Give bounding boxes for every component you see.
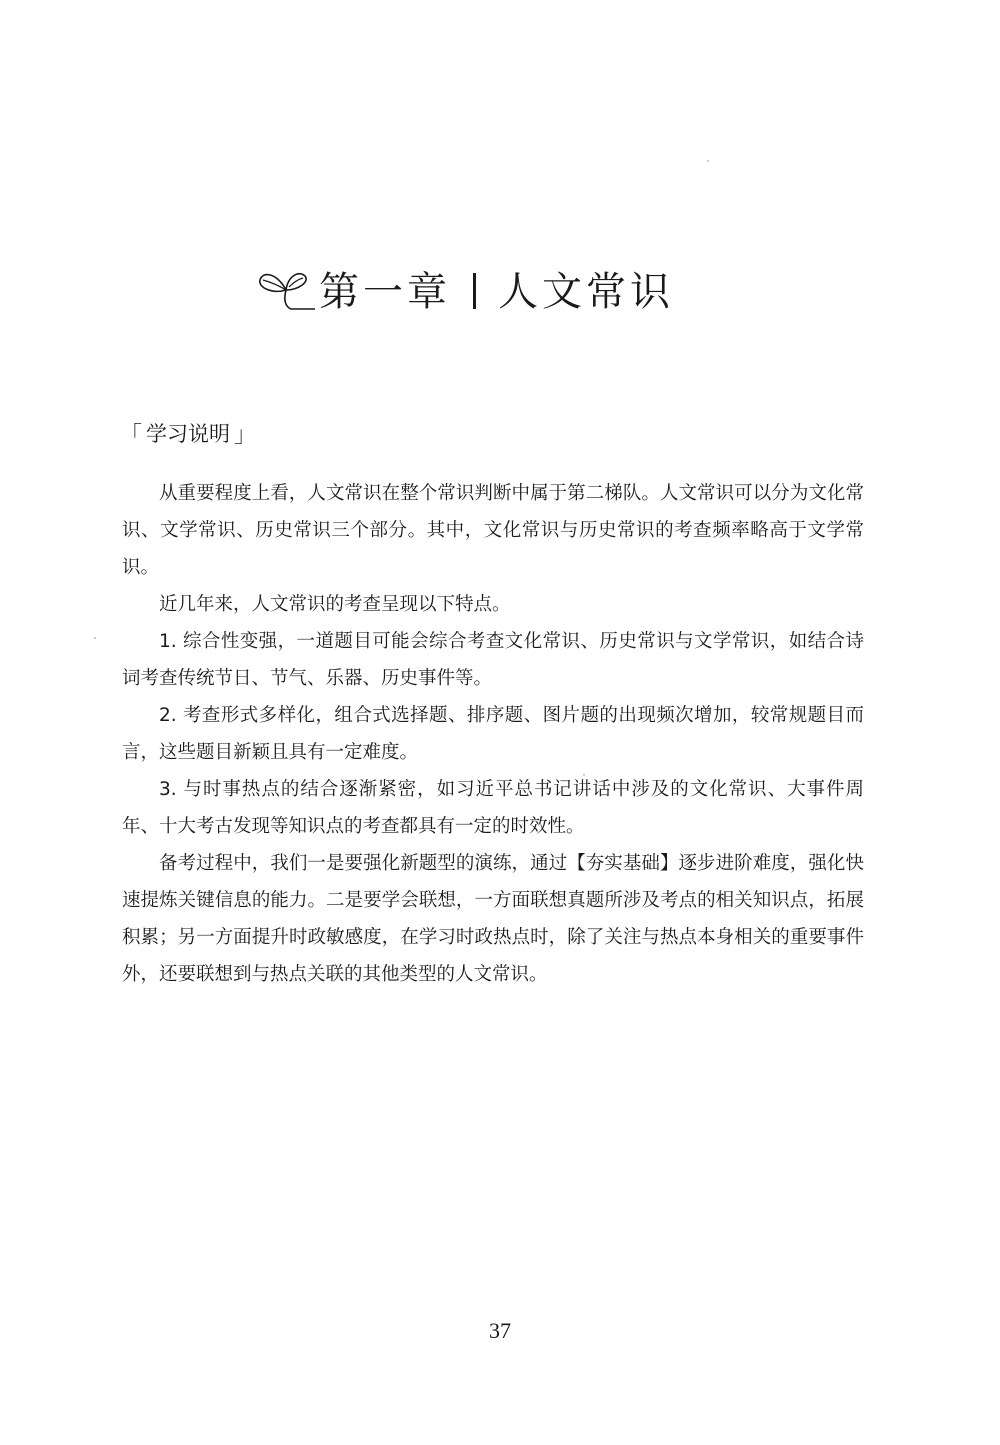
heading-close-bracket: 」 (234, 422, 257, 448)
chapter-header (255, 248, 725, 328)
chapter-divider (473, 273, 476, 309)
section-heading (120, 418, 256, 448)
section-heading-text: 学习说明 (146, 422, 231, 446)
paragraph-point-3: 3. 与时事热点的结合逐渐紧密，如习近平总书记讲话中涉及的文化常识、大事件周年、十大考古发现等知识点的考查都具有一定的时效性。 (122, 779, 864, 837)
chapter-number: 第一章 (319, 268, 451, 315)
body-text (122, 475, 864, 993)
scan-speck (707, 160, 709, 162)
scan-speck (94, 637, 96, 639)
page-number: 37 (489, 1318, 511, 1343)
paragraph-point-1: 1. 综合性变强，一道题目可能会综合考查文化常识、历史常识与文学常识，如结合诗词考查传统节日、节气、乐器、历史事件等。 (122, 631, 864, 689)
paragraph-intro: 从重要程度上看，人文常识在整个常识判断中属于第二梯队。人文常识可以分为文化常识、文学常识、历史常识三个部分。其中，文化常识与历史常识的考查频率略高于文学常识。 (122, 483, 864, 578)
paragraph-point-2: 2. 考查形式多样化，组合式选择题、排序题、图片题的出现频次增加，较常规题目而言，这些题目新颖且具有一定难度。 (122, 705, 864, 763)
paragraph-trends-lead: 近几年来，人文常识的考查呈现以下特点。 (159, 594, 511, 615)
paragraph-study-advice: 备考过程中，我们一是要强化新题型的演练，通过【夯实基础】逐步进阶难度，强化快速提炼关键信息的能力。二是要学会联想，一方面联想真题所涉及考点的相关知识点，拓展积累；另一方面提升时政敏感度，在学习时政热点时，除了关注与热点本身相关的重要事件外，还要联想到与热点关联的其他类型的人文常识。 (122, 853, 864, 985)
heading-open-bracket: 「 (120, 422, 143, 448)
sprout-icon (255, 260, 317, 316)
chapter-title: 人文常识 (498, 268, 674, 315)
